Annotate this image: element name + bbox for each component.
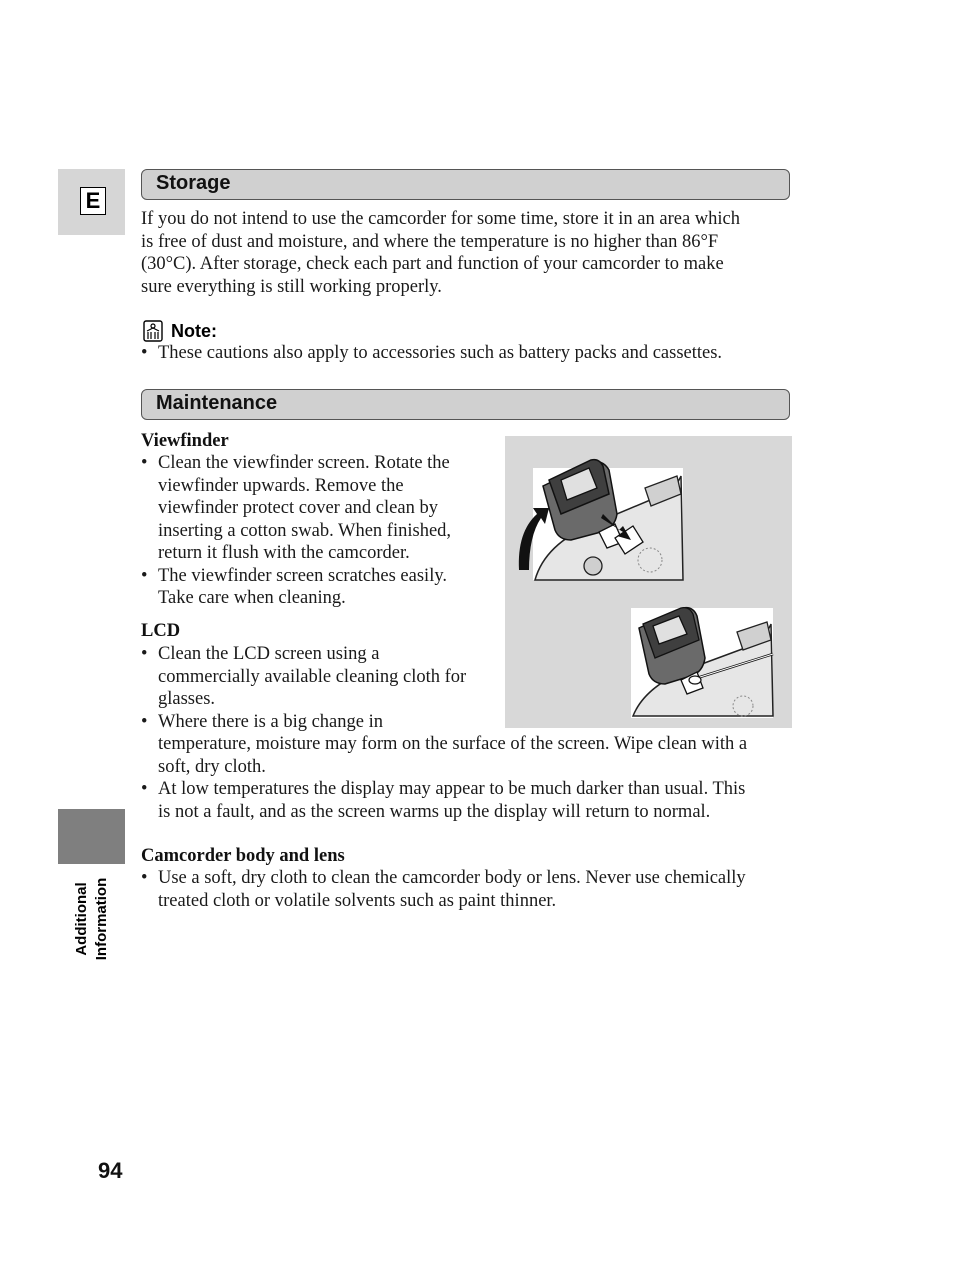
language-letter: E xyxy=(80,187,106,215)
body-lens-list xyxy=(141,867,746,912)
page-number: 94 xyxy=(98,1158,123,1183)
section-tab-marker xyxy=(58,809,125,864)
viewfinder-list xyxy=(141,452,451,610)
note-label: Note: xyxy=(171,321,217,341)
maintenance-heading-bar xyxy=(141,389,790,420)
storage-line: (30°C). After storage, check each part and function of your camcorder to make xyxy=(141,254,724,274)
section-tab-line-2: Information xyxy=(93,877,110,961)
note-list xyxy=(141,342,722,365)
list-item: • These cautions also apply to accessories such as battery packs and cassettes. xyxy=(141,343,723,363)
storage-line: If you do not intend to use the camcorder for some time, store it in an area which xyxy=(141,209,741,229)
section-tab-line-1: Additional xyxy=(73,882,90,956)
list-item: • Clean the viewfinder screen. Rotate the viewfinder upwards. Remove the viewfinder protect cover and clean by inserting a cotton swab. When finished, return it flush with the camcorder. xyxy=(141,453,452,563)
list-item: • At low temperatures the display may appear to be much darker than usual. This is not a fault, and as the screen warms up the display will return to normal. xyxy=(141,779,746,822)
body-lens-subheading: Camcorder body and lens xyxy=(141,846,345,866)
section-tab-label xyxy=(72,870,132,980)
swab-cleaning-drawing xyxy=(631,608,773,718)
storage-paragraph xyxy=(141,208,740,298)
camcorder-illustration xyxy=(505,436,792,728)
storage-line: is free of dust and moisture, and where the temperature is no higher than 86°F xyxy=(141,231,719,252)
list-item: • Where there is a big change in temperature, moisture may form on the surface of the screen. Wipe clean with a soft, dry cloth. xyxy=(141,711,748,777)
note-icon xyxy=(143,320,163,342)
viewfinder-cleaning-illustration xyxy=(505,436,792,728)
storage-heading: Storage xyxy=(156,172,231,194)
lcd-subheading: LCD xyxy=(141,621,181,641)
maintenance-heading: Maintenance xyxy=(156,392,278,414)
list-item: • Clean the LCD screen using a commercially available cleaning cloth for glasses. xyxy=(141,644,467,709)
list-item: • The viewfinder screen scratches easily. Take care when cleaning. xyxy=(141,565,448,608)
remove-cover-drawing xyxy=(519,460,683,580)
storage-heading-bar xyxy=(141,169,790,200)
list-item: • Use a soft, dry cloth to clean the camcorder body or lens. Never use chemically treated cloth or volatile solvents such as paint thinner. xyxy=(141,868,746,911)
storage-line: sure everything is still working properly. xyxy=(141,276,442,297)
viewfinder-subheading: Viewfinder xyxy=(141,431,229,451)
language-tab xyxy=(58,169,125,235)
